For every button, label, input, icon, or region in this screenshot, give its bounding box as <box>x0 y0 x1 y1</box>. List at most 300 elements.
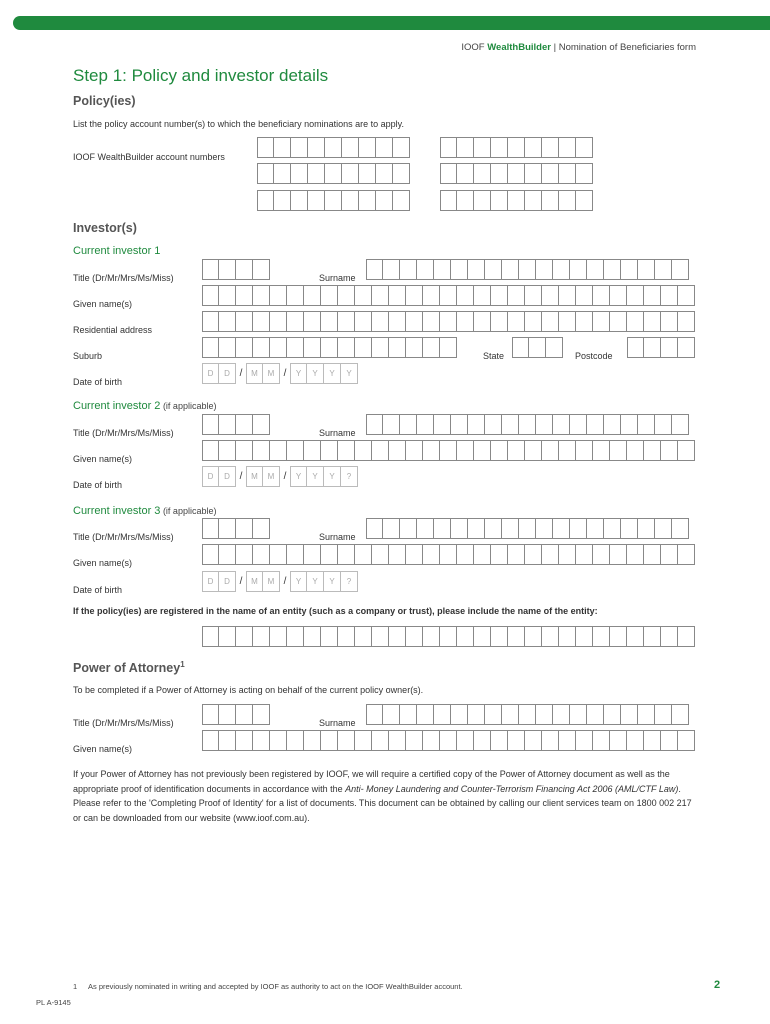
inv1-surname-field[interactable] <box>366 259 689 280</box>
char-box[interactable] <box>542 440 559 461</box>
char-box[interactable] <box>661 285 678 306</box>
char-box[interactable] <box>338 311 355 332</box>
char-box[interactable] <box>559 163 576 184</box>
account-number-1a[interactable] <box>257 137 410 158</box>
char-box[interactable] <box>627 440 644 461</box>
char-box[interactable] <box>270 337 287 358</box>
char-box[interactable] <box>366 704 383 725</box>
char-box[interactable] <box>325 163 342 184</box>
char-box[interactable] <box>389 285 406 306</box>
char-box[interactable] <box>372 311 389 332</box>
char-box[interactable] <box>576 440 593 461</box>
char-box[interactable] <box>576 137 593 158</box>
char-box[interactable] <box>434 259 451 280</box>
char-box[interactable] <box>236 285 253 306</box>
char-box[interactable] <box>366 518 383 539</box>
char-box[interactable] <box>491 311 508 332</box>
char-box[interactable] <box>491 190 508 211</box>
char-box[interactable] <box>393 190 410 211</box>
char-box[interactable] <box>576 190 593 211</box>
char-box[interactable] <box>393 137 410 158</box>
char-box[interactable] <box>457 163 474 184</box>
poa-given-field[interactable] <box>202 730 695 751</box>
char-box[interactable] <box>440 440 457 461</box>
dob-char-box[interactable]: Y <box>324 466 341 487</box>
char-box[interactable] <box>236 730 253 751</box>
char-box[interactable] <box>451 518 468 539</box>
char-box[interactable] <box>661 311 678 332</box>
char-box[interactable] <box>389 337 406 358</box>
entity-name-field[interactable] <box>202 626 695 647</box>
char-box[interactable] <box>440 730 457 751</box>
char-box[interactable] <box>638 414 655 435</box>
dob-char-box[interactable]: Y <box>290 571 307 592</box>
char-box[interactable] <box>393 163 410 184</box>
char-box[interactable] <box>342 163 359 184</box>
char-box[interactable] <box>468 259 485 280</box>
char-box[interactable] <box>457 730 474 751</box>
char-box[interactable] <box>338 285 355 306</box>
char-box[interactable] <box>406 311 423 332</box>
char-box[interactable] <box>359 163 376 184</box>
char-box[interactable] <box>610 626 627 647</box>
inv1-address-field[interactable] <box>202 311 695 332</box>
char-box[interactable] <box>491 440 508 461</box>
char-box[interactable] <box>366 414 383 435</box>
char-box[interactable] <box>389 544 406 565</box>
char-box[interactable] <box>519 259 536 280</box>
char-box[interactable] <box>559 311 576 332</box>
char-box[interactable] <box>287 440 304 461</box>
char-box[interactable] <box>423 730 440 751</box>
dob-char-box[interactable]: Y <box>307 363 324 384</box>
char-box[interactable] <box>308 163 325 184</box>
char-box[interactable] <box>638 704 655 725</box>
char-box[interactable] <box>253 259 270 280</box>
char-box[interactable] <box>570 259 587 280</box>
char-box[interactable] <box>525 440 542 461</box>
char-box[interactable] <box>406 626 423 647</box>
char-box[interactable] <box>553 518 570 539</box>
char-box[interactable] <box>491 137 508 158</box>
char-box[interactable] <box>287 544 304 565</box>
char-box[interactable] <box>372 730 389 751</box>
char-box[interactable] <box>253 518 270 539</box>
inv2-surname-field[interactable] <box>366 414 689 435</box>
char-box[interactable] <box>655 518 672 539</box>
account-number-3a[interactable] <box>257 190 410 211</box>
char-box[interactable] <box>423 337 440 358</box>
char-box[interactable] <box>236 518 253 539</box>
char-box[interactable] <box>219 259 236 280</box>
char-box[interactable] <box>219 544 236 565</box>
char-box[interactable] <box>610 440 627 461</box>
inv1-title-field[interactable] <box>202 259 270 280</box>
char-box[interactable] <box>502 518 519 539</box>
inv3-given-field[interactable] <box>202 544 695 565</box>
char-box[interactable] <box>400 704 417 725</box>
char-box[interactable] <box>610 544 627 565</box>
char-box[interactable] <box>593 285 610 306</box>
char-box[interactable] <box>321 440 338 461</box>
char-box[interactable] <box>253 337 270 358</box>
char-box[interactable] <box>542 285 559 306</box>
char-box[interactable] <box>587 518 604 539</box>
char-box[interactable] <box>253 626 270 647</box>
char-box[interactable] <box>621 518 638 539</box>
char-box[interactable] <box>304 544 321 565</box>
char-box[interactable] <box>508 190 525 211</box>
char-box[interactable] <box>400 259 417 280</box>
char-box[interactable] <box>219 730 236 751</box>
char-box[interactable] <box>542 311 559 332</box>
char-box[interactable] <box>440 285 457 306</box>
char-box[interactable] <box>417 704 434 725</box>
char-box[interactable] <box>338 730 355 751</box>
char-box[interactable] <box>508 626 525 647</box>
char-box[interactable] <box>655 704 672 725</box>
char-box[interactable] <box>202 311 219 332</box>
char-box[interactable] <box>559 190 576 211</box>
char-box[interactable] <box>485 259 502 280</box>
char-box[interactable] <box>661 337 678 358</box>
char-box[interactable] <box>525 137 542 158</box>
char-box[interactable] <box>474 163 491 184</box>
char-box[interactable] <box>389 311 406 332</box>
char-box[interactable] <box>389 730 406 751</box>
char-box[interactable] <box>423 311 440 332</box>
char-box[interactable] <box>376 137 393 158</box>
char-box[interactable] <box>376 163 393 184</box>
char-box[interactable] <box>559 730 576 751</box>
inv2-title-field[interactable] <box>202 414 270 435</box>
char-box[interactable] <box>236 440 253 461</box>
char-box[interactable] <box>389 440 406 461</box>
char-box[interactable] <box>542 190 559 211</box>
char-box[interactable] <box>638 259 655 280</box>
char-box[interactable] <box>508 163 525 184</box>
char-box[interactable] <box>423 440 440 461</box>
char-box[interactable] <box>593 311 610 332</box>
char-box[interactable] <box>253 311 270 332</box>
char-box[interactable] <box>553 259 570 280</box>
char-box[interactable] <box>219 704 236 725</box>
char-box[interactable] <box>406 730 423 751</box>
char-box[interactable] <box>678 285 695 306</box>
char-box[interactable] <box>202 544 219 565</box>
char-box[interactable] <box>236 704 253 725</box>
char-box[interactable] <box>536 414 553 435</box>
char-box[interactable] <box>253 544 270 565</box>
char-box[interactable] <box>376 190 393 211</box>
char-box[interactable] <box>559 285 576 306</box>
char-box[interactable] <box>661 544 678 565</box>
char-box[interactable] <box>678 626 695 647</box>
dob-char-box[interactable]: ? <box>341 466 358 487</box>
char-box[interactable] <box>400 518 417 539</box>
char-box[interactable] <box>236 544 253 565</box>
dob-char-box[interactable]: D <box>219 571 236 592</box>
dob-char-box[interactable]: M <box>263 571 280 592</box>
poa-title-field[interactable] <box>202 704 270 725</box>
char-box[interactable] <box>576 163 593 184</box>
char-box[interactable] <box>502 704 519 725</box>
char-box[interactable] <box>672 518 689 539</box>
char-box[interactable] <box>491 544 508 565</box>
char-box[interactable] <box>236 626 253 647</box>
char-box[interactable] <box>253 704 270 725</box>
char-box[interactable] <box>440 626 457 647</box>
char-box[interactable] <box>621 704 638 725</box>
dob-char-box[interactable]: D <box>202 363 219 384</box>
char-box[interactable] <box>355 311 372 332</box>
char-box[interactable] <box>474 311 491 332</box>
char-box[interactable] <box>355 544 372 565</box>
char-box[interactable] <box>383 518 400 539</box>
dob-char-box[interactable]: M <box>246 571 263 592</box>
char-box[interactable] <box>593 544 610 565</box>
char-box[interactable] <box>474 544 491 565</box>
char-box[interactable] <box>383 704 400 725</box>
char-box[interactable] <box>468 518 485 539</box>
char-box[interactable] <box>321 730 338 751</box>
char-box[interactable] <box>678 544 695 565</box>
char-box[interactable] <box>576 544 593 565</box>
char-box[interactable] <box>559 544 576 565</box>
char-box[interactable] <box>219 337 236 358</box>
char-box[interactable] <box>451 259 468 280</box>
char-box[interactable] <box>559 440 576 461</box>
char-box[interactable] <box>400 414 417 435</box>
char-box[interactable] <box>372 285 389 306</box>
char-box[interactable] <box>308 190 325 211</box>
char-box[interactable] <box>291 190 308 211</box>
char-box[interactable] <box>270 440 287 461</box>
char-box[interactable] <box>661 440 678 461</box>
char-box[interactable] <box>485 414 502 435</box>
char-box[interactable] <box>304 440 321 461</box>
char-box[interactable] <box>270 730 287 751</box>
char-box[interactable] <box>338 440 355 461</box>
char-box[interactable] <box>406 285 423 306</box>
char-box[interactable] <box>434 518 451 539</box>
char-box[interactable] <box>291 163 308 184</box>
char-box[interactable] <box>627 337 644 358</box>
char-box[interactable] <box>678 311 695 332</box>
char-box[interactable] <box>359 137 376 158</box>
char-box[interactable] <box>287 285 304 306</box>
char-box[interactable] <box>593 626 610 647</box>
char-box[interactable] <box>474 285 491 306</box>
poa-surname-field[interactable] <box>366 704 689 725</box>
char-box[interactable] <box>627 544 644 565</box>
dob-char-box[interactable]: D <box>219 466 236 487</box>
char-box[interactable] <box>576 311 593 332</box>
char-box[interactable] <box>576 285 593 306</box>
account-number-1b[interactable] <box>440 137 593 158</box>
char-box[interactable] <box>570 414 587 435</box>
dob-char-box[interactable]: Y <box>324 571 341 592</box>
char-box[interactable] <box>553 414 570 435</box>
char-box[interactable] <box>508 730 525 751</box>
char-box[interactable] <box>525 730 542 751</box>
char-box[interactable] <box>508 311 525 332</box>
char-box[interactable] <box>576 626 593 647</box>
char-box[interactable] <box>423 285 440 306</box>
char-box[interactable] <box>644 311 661 332</box>
char-box[interactable] <box>610 285 627 306</box>
char-box[interactable] <box>661 626 678 647</box>
char-box[interactable] <box>678 730 695 751</box>
inv2-dob-field[interactable] <box>202 466 358 487</box>
char-box[interactable] <box>274 137 291 158</box>
char-box[interactable] <box>678 440 695 461</box>
inv1-given-field[interactable] <box>202 285 695 306</box>
char-box[interactable] <box>423 544 440 565</box>
char-box[interactable] <box>372 544 389 565</box>
char-box[interactable] <box>304 311 321 332</box>
char-box[interactable] <box>253 440 270 461</box>
char-box[interactable] <box>270 544 287 565</box>
char-box[interactable] <box>338 544 355 565</box>
char-box[interactable] <box>474 137 491 158</box>
char-box[interactable] <box>219 518 236 539</box>
dob-char-box[interactable]: Y <box>290 363 307 384</box>
char-box[interactable] <box>491 730 508 751</box>
char-box[interactable] <box>519 518 536 539</box>
char-box[interactable] <box>644 544 661 565</box>
char-box[interactable] <box>474 190 491 211</box>
inv3-surname-field[interactable] <box>366 518 689 539</box>
char-box[interactable] <box>559 626 576 647</box>
char-box[interactable] <box>355 626 372 647</box>
char-box[interactable] <box>359 190 376 211</box>
char-box[interactable] <box>485 704 502 725</box>
account-number-2b[interactable] <box>440 163 593 184</box>
char-box[interactable] <box>325 190 342 211</box>
char-box[interactable] <box>474 626 491 647</box>
char-box[interactable] <box>338 337 355 358</box>
char-box[interactable] <box>604 518 621 539</box>
dob-char-box[interactable]: Y <box>307 466 324 487</box>
char-box[interactable] <box>372 337 389 358</box>
dob-char-box[interactable]: D <box>219 363 236 384</box>
char-box[interactable] <box>406 544 423 565</box>
char-box[interactable] <box>457 544 474 565</box>
char-box[interactable] <box>236 311 253 332</box>
dob-char-box[interactable]: Y <box>324 363 341 384</box>
char-box[interactable] <box>270 285 287 306</box>
char-box[interactable] <box>202 337 219 358</box>
char-box[interactable] <box>525 163 542 184</box>
char-box[interactable] <box>287 337 304 358</box>
char-box[interactable] <box>536 518 553 539</box>
char-box[interactable] <box>672 414 689 435</box>
dob-char-box[interactable]: D <box>202 571 219 592</box>
account-number-3b[interactable] <box>440 190 593 211</box>
char-box[interactable] <box>546 337 563 358</box>
char-box[interactable] <box>304 730 321 751</box>
char-box[interactable] <box>491 285 508 306</box>
char-box[interactable] <box>257 137 274 158</box>
char-box[interactable] <box>389 626 406 647</box>
char-box[interactable] <box>202 704 219 725</box>
char-box[interactable] <box>321 544 338 565</box>
char-box[interactable] <box>644 285 661 306</box>
char-box[interactable] <box>440 311 457 332</box>
char-box[interactable] <box>644 337 661 358</box>
char-box[interactable] <box>366 259 383 280</box>
dob-char-box[interactable]: M <box>263 466 280 487</box>
inv1-postcode-field[interactable] <box>627 337 695 358</box>
char-box[interactable] <box>593 730 610 751</box>
char-box[interactable] <box>355 285 372 306</box>
char-box[interactable] <box>274 190 291 211</box>
char-box[interactable] <box>610 730 627 751</box>
char-box[interactable] <box>468 414 485 435</box>
char-box[interactable] <box>202 440 219 461</box>
char-box[interactable] <box>536 259 553 280</box>
inv1-dob-field[interactable] <box>202 363 358 384</box>
char-box[interactable] <box>559 137 576 158</box>
dob-char-box[interactable]: M <box>246 363 263 384</box>
char-box[interactable] <box>576 730 593 751</box>
char-box[interactable] <box>678 337 695 358</box>
char-box[interactable] <box>519 414 536 435</box>
char-box[interactable] <box>553 704 570 725</box>
char-box[interactable] <box>661 730 678 751</box>
char-box[interactable] <box>321 311 338 332</box>
char-box[interactable] <box>457 440 474 461</box>
char-box[interactable] <box>338 626 355 647</box>
inv3-dob-field[interactable] <box>202 571 358 592</box>
char-box[interactable] <box>219 414 236 435</box>
char-box[interactable] <box>621 259 638 280</box>
char-box[interactable] <box>525 626 542 647</box>
char-box[interactable] <box>512 337 529 358</box>
char-box[interactable] <box>604 259 621 280</box>
char-box[interactable] <box>287 311 304 332</box>
char-box[interactable] <box>372 626 389 647</box>
char-box[interactable] <box>253 285 270 306</box>
char-box[interactable] <box>457 137 474 158</box>
char-box[interactable] <box>593 440 610 461</box>
dob-char-box[interactable]: Y <box>290 466 307 487</box>
char-box[interactable] <box>542 544 559 565</box>
char-box[interactable] <box>304 626 321 647</box>
char-box[interactable] <box>457 190 474 211</box>
char-box[interactable] <box>440 163 457 184</box>
char-box[interactable] <box>342 137 359 158</box>
char-box[interactable] <box>508 137 525 158</box>
char-box[interactable] <box>627 626 644 647</box>
char-box[interactable] <box>202 626 219 647</box>
char-box[interactable] <box>508 285 525 306</box>
char-box[interactable] <box>321 337 338 358</box>
char-box[interactable] <box>542 730 559 751</box>
char-box[interactable] <box>457 311 474 332</box>
char-box[interactable] <box>342 190 359 211</box>
char-box[interactable] <box>519 704 536 725</box>
char-box[interactable] <box>270 626 287 647</box>
char-box[interactable] <box>627 285 644 306</box>
char-box[interactable] <box>372 440 389 461</box>
char-box[interactable] <box>434 414 451 435</box>
char-box[interactable] <box>406 337 423 358</box>
dob-char-box[interactable]: Y <box>307 571 324 592</box>
inv2-given-field[interactable] <box>202 440 695 461</box>
char-box[interactable] <box>644 440 661 461</box>
